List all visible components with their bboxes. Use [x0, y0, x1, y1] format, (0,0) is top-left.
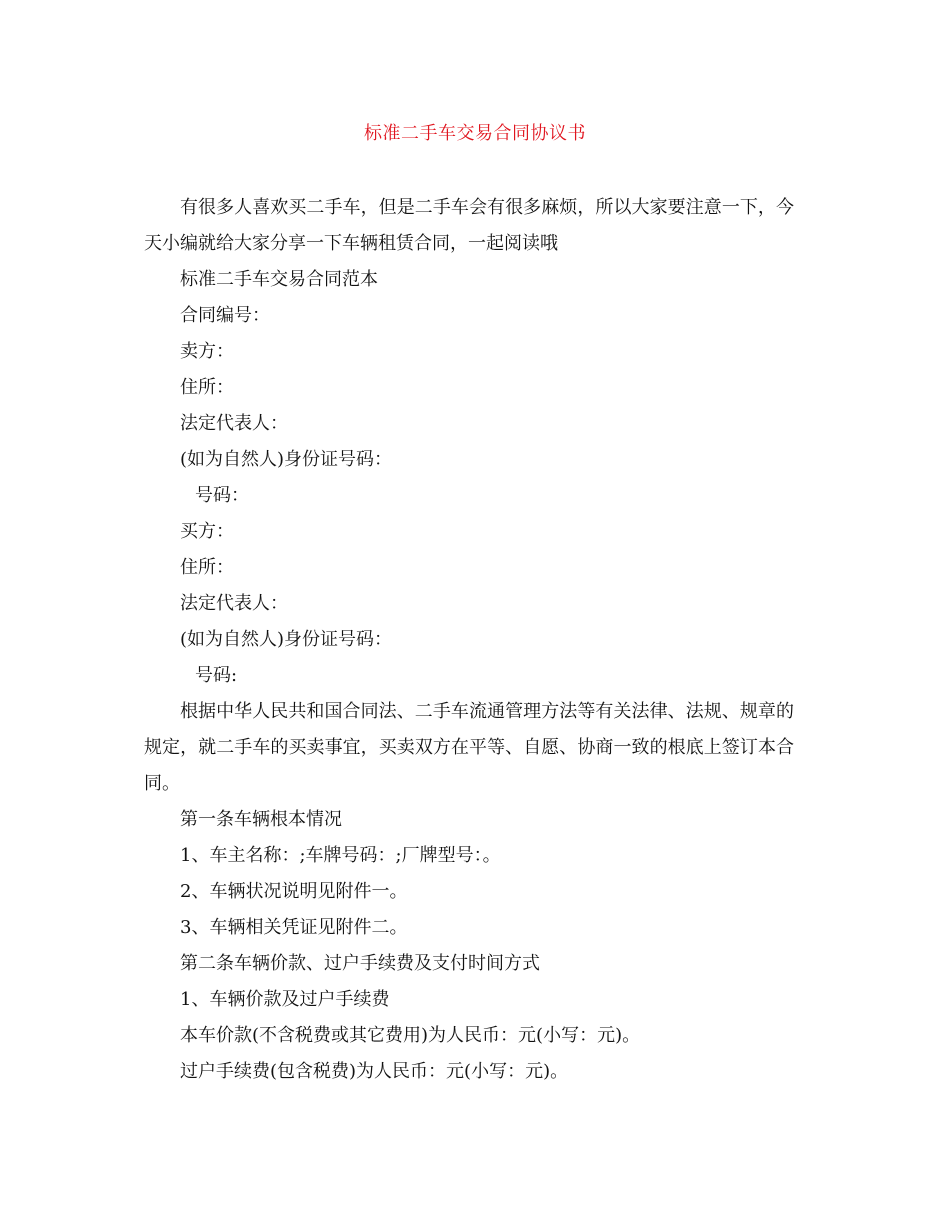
seller-label: 卖方： [180, 341, 234, 362]
vehicle-price-line: 本车价款(不含税费或其它费用)为人民币：元(小写：元)。 [180, 1025, 641, 1046]
document-title: 标准二手车交易合同协议书 [364, 123, 586, 144]
buyer-id-number-label: (如为自然人)身份证号码： [180, 629, 393, 650]
transfer-fee-line: 过户手续费(包含税费)为人民币：元(小写：元)。 [180, 1061, 569, 1082]
article-one-item-3: 3、车辆相关凭证见附件二。 [180, 917, 408, 938]
article-two-heading: 第二条车辆价款、过户手续费及支付时间方式 [180, 953, 540, 974]
seller-id-number-label: (如为自然人)身份证号码： [180, 449, 393, 470]
seller-address-label: 住所： [180, 377, 234, 398]
seller-number-label: 号码： [195, 485, 249, 506]
intro-paragraph: 有很多人喜欢买二手车，但是二手车会有很多麻烦，所以大家要注意一下，今天小编就给大家分享一下车辆租赁合同，一起阅读哦 [144, 197, 794, 254]
contract-template-heading: 标准二手车交易合同范本 [180, 269, 378, 290]
buyer-number-label: 号码: [195, 665, 238, 686]
contract-number-label: 合同编号： [180, 305, 270, 326]
legal-basis-paragraph: 根据中华人民共和国合同法、二手车流通管理方法等有关法律、法规、规章的规定，就二手车的买卖事宜，买卖双方在平等、自愿、协商一致的根底上签订本合同。 [144, 701, 794, 794]
buyer-address-label: 住所： [180, 557, 234, 578]
article-two-item-1: 1、车辆价款及过户手续费 [180, 989, 390, 1010]
seller-legal-rep-label: 法定代表人： [180, 413, 288, 434]
article-one-item-1: 1、车主名称：;车牌号码：;厂牌型号：。 [180, 845, 501, 866]
buyer-legal-rep-label: 法定代表人： [180, 593, 288, 614]
buyer-label: 买方： [180, 521, 234, 542]
article-one-heading: 第一条车辆根本情况 [180, 809, 342, 830]
article-one-item-2: 2、车辆状况说明见附件一。 [180, 881, 408, 902]
document-body [144, 190, 794, 1090]
